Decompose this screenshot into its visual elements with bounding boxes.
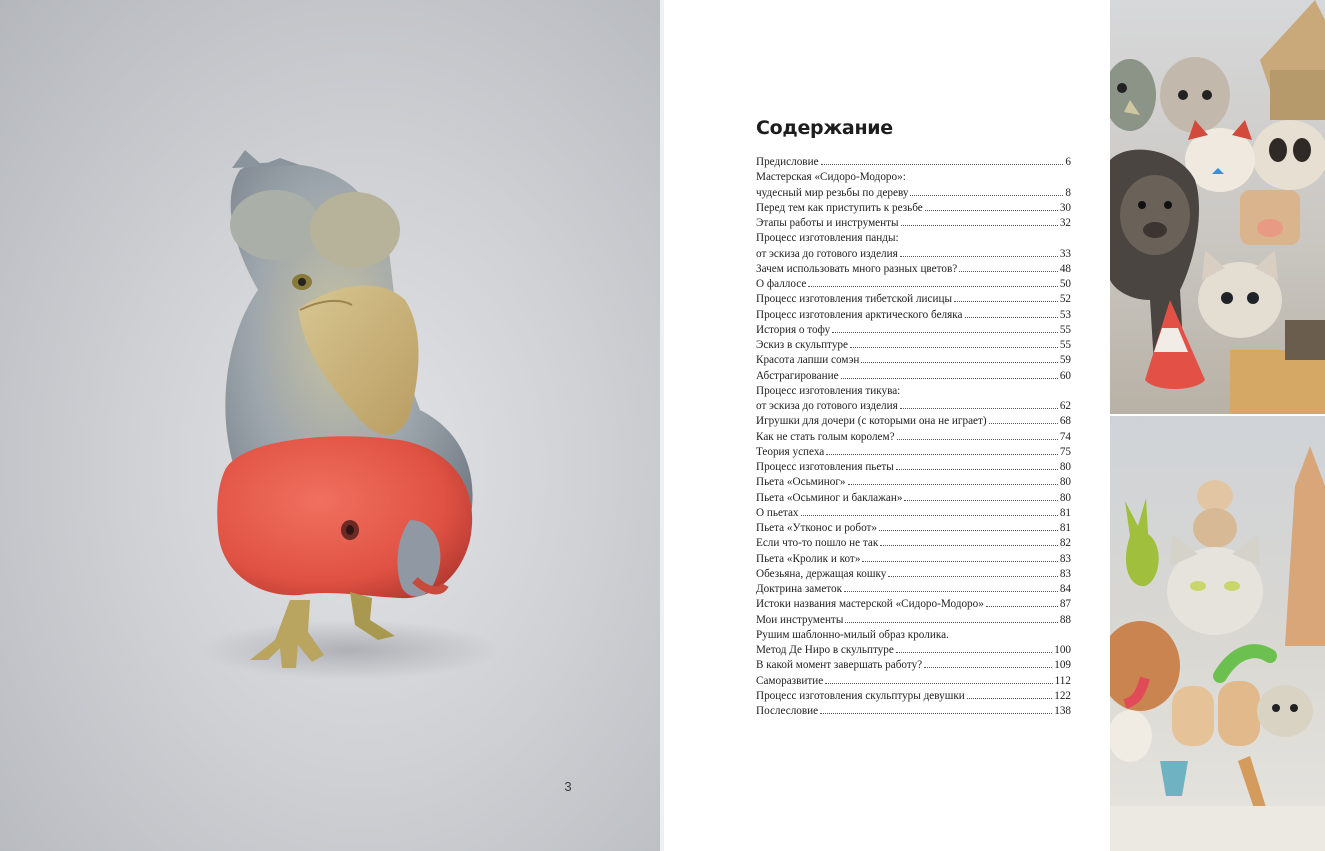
toc-entry-page: 83	[1059, 552, 1071, 565]
toc-entry	[756, 292, 1071, 307]
toc-entry	[756, 643, 1071, 658]
toc-entry-title: Метод Де Ниро в скульптуре	[756, 644, 894, 656]
toc-leader-dots	[989, 414, 1058, 424]
toc-entry	[756, 506, 1071, 521]
toc-leader-dots	[880, 536, 1057, 546]
toc-entry-page: 87	[1059, 598, 1071, 611]
toc-entry-title: Обезьяна, держащая кошку	[756, 567, 887, 580]
wooden-animals-photo-bottom	[1110, 416, 1325, 851]
contents-page	[664, 0, 1110, 851]
toc-entry-title: О фаллосе	[756, 278, 807, 290]
toc-leader-dots	[808, 277, 1058, 287]
toc-entry-page: 48	[1059, 262, 1071, 275]
toc-entry-title: Послесловие	[756, 705, 819, 717]
toc-entry-page: 55	[1059, 323, 1071, 336]
toc-entry	[756, 658, 1071, 673]
toc-entry-page: 82	[1059, 537, 1071, 550]
toc-entry-page: 83	[1059, 567, 1071, 580]
toc-entry-page: 80	[1059, 491, 1071, 504]
toc-entry	[756, 475, 1071, 490]
toc-entry-page: 53	[1059, 308, 1071, 321]
right-bottom-photo	[1110, 416, 1325, 851]
toc-entry-page: 6	[1065, 156, 1071, 168]
toc-leader-dots	[879, 521, 1058, 531]
toc-leader-dots	[896, 643, 1052, 653]
wooden-animals-photo-top	[1110, 0, 1325, 414]
toc-entry-page: 80	[1059, 461, 1071, 473]
table-of-contents	[756, 155, 1071, 719]
toc-leader-dots	[821, 155, 1064, 165]
toc-entry-page: 100	[1054, 644, 1071, 656]
toc-entry-title: Рушим шаблонно-милый образ кролика.	[756, 628, 949, 641]
toc-leader-dots	[965, 308, 1058, 318]
toc-entry-page: 8	[1065, 186, 1071, 199]
toc-entry	[756, 552, 1071, 567]
toc-entry-title: Пьета «Осьминог и баклажан»	[756, 491, 903, 504]
toc-entry-title: Игрушки для дочери (с которыми она не играет)	[756, 415, 987, 428]
toc-entry-page: 32	[1059, 217, 1071, 229]
toc-entry	[756, 521, 1071, 536]
toc-leader-dots	[925, 201, 1058, 211]
toc-entry-title: Эскиз в скульптуре	[756, 339, 848, 351]
toc-entry-page: 109	[1054, 659, 1071, 672]
toc-leader-dots	[901, 216, 1058, 226]
toc-entry-page: 50	[1059, 278, 1071, 290]
toc-entry	[756, 170, 1071, 185]
toc-entry-title: Процесс изготовления панды:	[756, 232, 899, 245]
toc-entry-title: от эскиза до готового изделия	[756, 400, 898, 412]
toc-entry-page: 30	[1059, 201, 1071, 214]
toc-entry	[756, 445, 1071, 460]
toc-entry-title: Как не стать голым королем?	[756, 430, 895, 443]
toc-entry-page: 52	[1059, 293, 1071, 306]
contents-title: Содержание	[756, 117, 893, 139]
toc-entry	[756, 674, 1071, 689]
toc-leader-dots	[832, 323, 1058, 333]
toc-entry-title: Перед тем как приступить к резьбе	[756, 201, 923, 214]
toc-entry	[756, 231, 1071, 246]
toc-entry-page: 112	[1054, 674, 1071, 687]
toc-entry	[756, 353, 1071, 368]
toc-entry-title: Предисловие	[756, 156, 819, 168]
toc-entry	[756, 414, 1071, 429]
toc-entry-title: Истоки названия мастерской «Сидоро-Модоро»	[756, 598, 984, 611]
toc-leader-dots	[861, 353, 1057, 363]
toc-entry	[756, 201, 1071, 216]
toc-leader-dots	[850, 338, 1058, 348]
toc-entry-page: 62	[1059, 400, 1071, 412]
toc-entry-title: Если что-то пошло не так	[756, 537, 879, 550]
toc-entry	[756, 155, 1071, 170]
toc-entry-title: Красота лапши сомэн	[756, 354, 860, 367]
toc-entry	[756, 567, 1071, 582]
toc-entry	[756, 384, 1071, 399]
toc-entry-title: Мои инструменты	[756, 613, 844, 626]
toc-entry-page: 68	[1059, 415, 1071, 428]
toc-entry-title: Теория успеха	[756, 445, 825, 458]
toc-entry-page: 59	[1059, 354, 1071, 367]
toc-entry	[756, 613, 1071, 628]
toc-entry	[756, 186, 1071, 201]
toc-entry	[756, 704, 1071, 719]
toc-entry	[756, 582, 1071, 597]
toc-entry-title: О пьетах	[756, 506, 799, 519]
toc-entry-title: Процесс изготовления арктического беляка	[756, 308, 963, 321]
toc-leader-dots	[825, 674, 1052, 684]
toc-leader-dots	[967, 689, 1052, 699]
toc-entry	[756, 628, 1071, 643]
toc-entry-title: от эскиза до готового изделия	[756, 247, 898, 260]
toc-entry-title: Процесс изготовления тибетской лисицы	[756, 293, 952, 306]
toc-entry	[756, 597, 1071, 612]
toc-entry-page: 81	[1059, 506, 1071, 519]
toc-entry	[756, 689, 1071, 704]
toc-leader-dots	[896, 460, 1058, 470]
toc-entry	[756, 277, 1071, 292]
toc-entry-title: Абстрагирование	[756, 369, 839, 382]
toc-leader-dots	[826, 445, 1058, 455]
toc-entry	[756, 536, 1071, 551]
toc-entry-page: 55	[1059, 339, 1071, 351]
toc-entry	[756, 247, 1071, 262]
toc-entry-title: Мастерская «Сидоро-Модоро»:	[756, 171, 906, 184]
toc-leader-dots	[801, 506, 1058, 516]
toc-leader-dots	[900, 399, 1058, 409]
toc-leader-dots	[986, 597, 1058, 607]
toc-entry-page: 84	[1059, 583, 1071, 595]
toc-entry-title: Процесс изготовления пьеты	[756, 461, 894, 473]
toc-entry-title: Саморазвитие	[756, 674, 824, 687]
toc-entry	[756, 308, 1071, 323]
toc-entry	[756, 369, 1071, 384]
right-top-photo	[1110, 0, 1325, 414]
toc-leader-dots	[845, 613, 1057, 623]
toc-entry	[756, 491, 1071, 506]
toc-leader-dots	[844, 582, 1058, 592]
toc-leader-dots	[924, 658, 1052, 668]
toc-entry	[756, 430, 1071, 445]
toc-entry-title: Пьета «Кролик и кот»	[756, 552, 861, 565]
toc-entry-page: 138	[1054, 705, 1071, 717]
toc-leader-dots	[862, 552, 1057, 562]
page-number: 3	[564, 779, 572, 794]
toc-leader-dots	[888, 567, 1057, 577]
toc-leader-dots	[900, 247, 1058, 257]
toc-entry-title: Пьета «Утконос и робот»	[756, 522, 878, 534]
toc-entry-page: 75	[1059, 445, 1071, 458]
toc-entry-title: чудесный мир резьбы по дереву	[756, 186, 909, 199]
toc-entry-page: 122	[1054, 689, 1071, 702]
toc-entry-title: Этапы работы и инструменты	[756, 217, 899, 229]
toc-entry	[756, 460, 1071, 475]
toc-entry-title: История о тофу	[756, 323, 831, 336]
toc-entry-title: Доктрина заметок	[756, 583, 843, 595]
toc-leader-dots	[820, 704, 1052, 714]
toc-leader-dots	[897, 430, 1058, 440]
toc-leader-dots	[848, 475, 1058, 485]
toc-entry-title: Зачем использовать много разных цветов?	[756, 262, 958, 275]
toc-entry-title: Процесс изготовления тикува:	[756, 384, 901, 397]
toc-entry-title: Процесс изготовления скульптуры девушки	[756, 689, 965, 702]
toc-entry-title: В какой момент завершать работу?	[756, 659, 923, 672]
toc-leader-dots	[954, 292, 1058, 302]
toc-entry-page: 80	[1059, 476, 1071, 489]
toc-leader-dots	[841, 369, 1058, 379]
toc-entry-page: 88	[1059, 613, 1071, 626]
toc-entry	[756, 338, 1071, 353]
toc-entry-page: 60	[1059, 369, 1071, 382]
toc-leader-dots	[904, 491, 1057, 501]
toc-entry-page: 81	[1059, 522, 1071, 534]
shoebill-carving-photo	[0, 0, 660, 851]
toc-entry	[756, 399, 1071, 414]
toc-entry	[756, 216, 1071, 231]
toc-entry-page: 33	[1059, 247, 1071, 260]
toc-entry-page: 74	[1059, 430, 1071, 443]
toc-entry	[756, 323, 1071, 338]
left-photo-page	[0, 0, 660, 851]
toc-entry	[756, 262, 1071, 277]
toc-entry-title: Пьета «Осьминог»	[756, 476, 846, 489]
toc-leader-dots	[910, 186, 1063, 196]
toc-leader-dots	[959, 262, 1058, 272]
